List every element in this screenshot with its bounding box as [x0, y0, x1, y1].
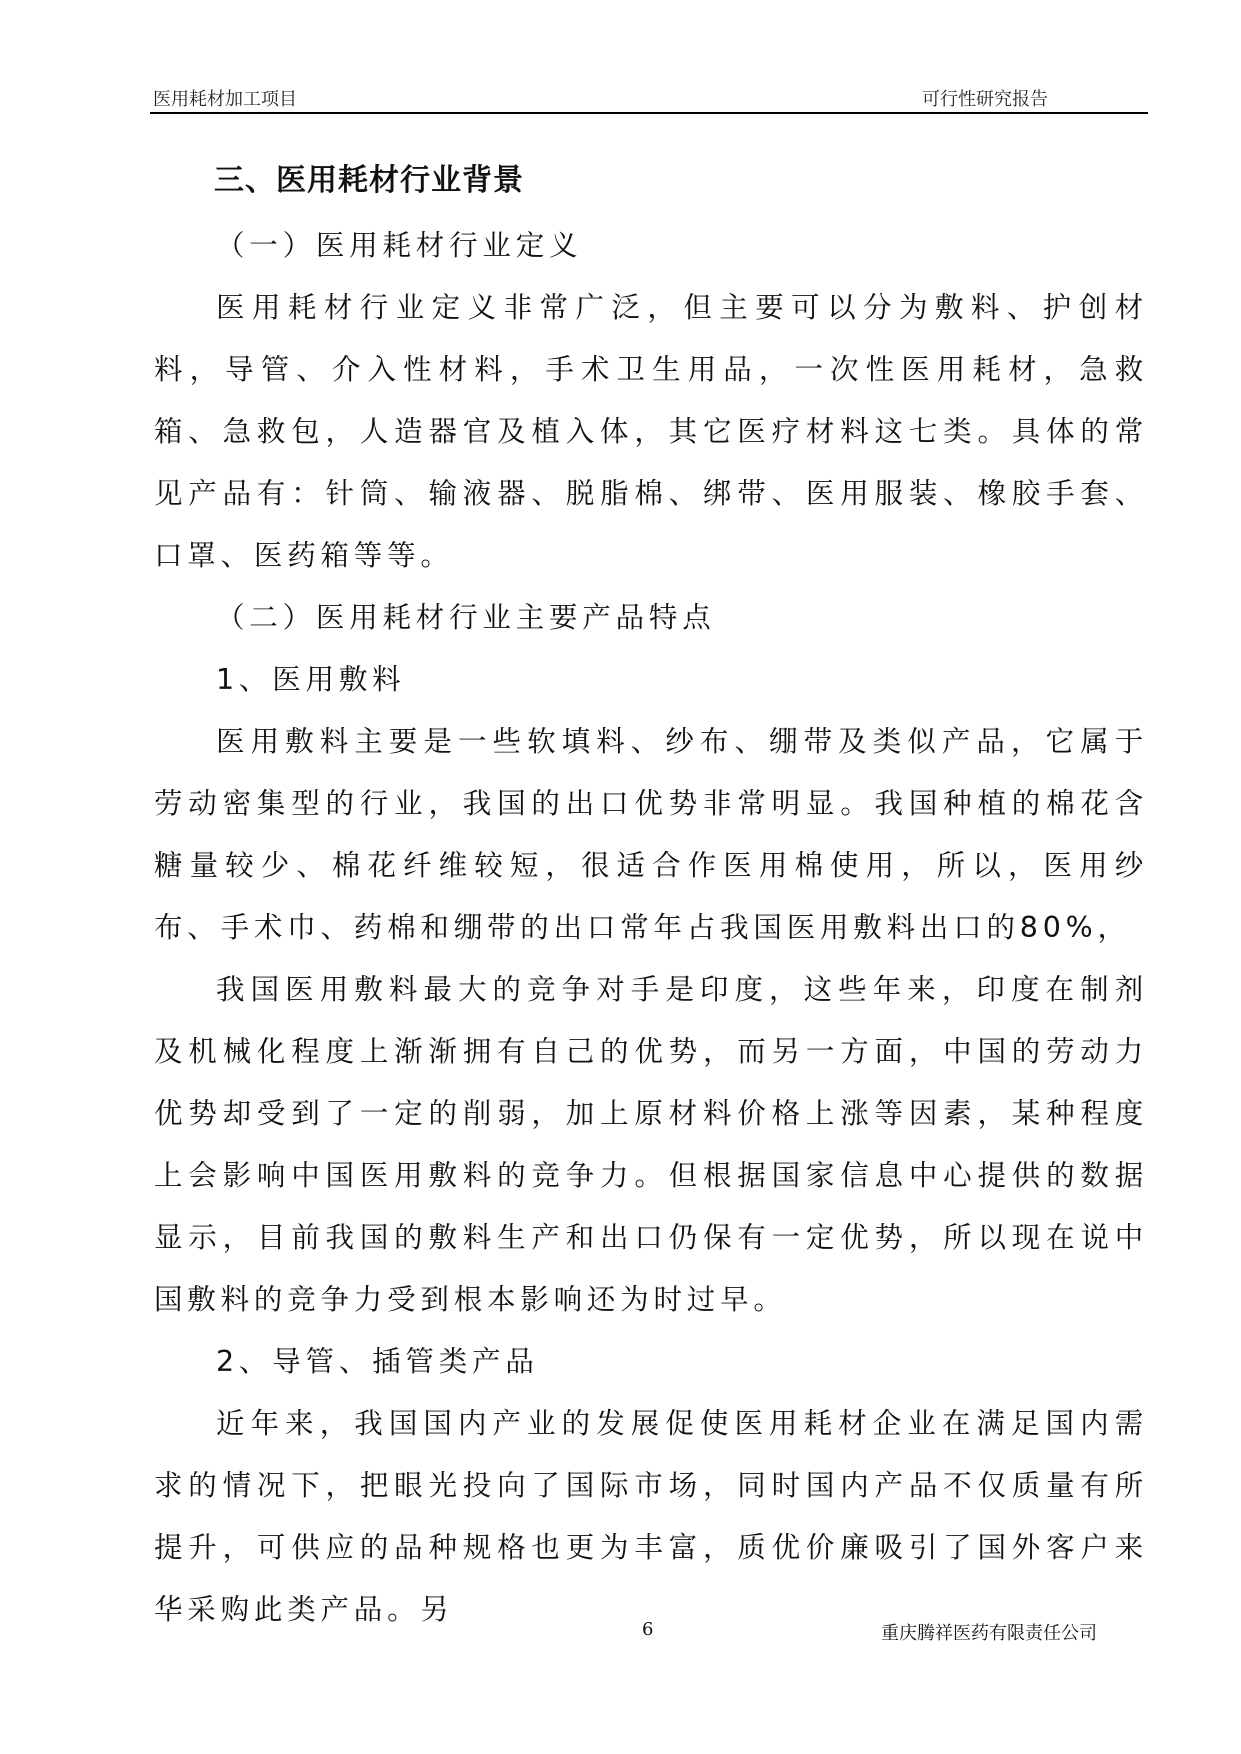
- paragraph-competition: 我国医用敷料最大的竞争对手是印度，这些年来，印度在制剂及机械化程度上渐渐拥有自己的优势，而另一方面，中国的劳动力优势却受到了一定的削弱，加上原材料价格上涨等因素，某种程度上会影响中国医用敷料的竞争力。但根据国家信息中心提供的数据显示，目前我国的敷料生产和出口仍保有一定优势，所以现在说中国敷料的竞争力受到根本影响还为时过早。: [154, 973, 1148, 1316]
- paragraph-dressings: 医用敷料主要是一些软填料、纱布、绷带及类似产品，它属于劳动密集型的行业，我国的出口优势非常明显。我国种植的棉花含糖量较少、棉花纤维较短，很适合作医用棉使用，所以，医用纱布、手术巾、药棉和绷带的出口常年占我国医用敷料出口的80%，: [154, 725, 1148, 944]
- body-text-block: [154, 215, 1148, 1641]
- header-divider: [150, 112, 1148, 114]
- paragraph-definition: 医用耗材行业定义非常广泛，但主要可以分为敷料、护创材料，导管、介入性材料，手术卫生用品，一次性医用耗材，急救箱、急救包，人造器官及植入体，其它医疗材料这七类。具体的常见产品有：针筒、输液器、脱脂棉、绑带、医用服装、橡胶手套、口罩、医药箱等等。: [154, 291, 1148, 572]
- subsection-heading-definition: （一）医用耗材行业定义: [216, 229, 583, 262]
- item-heading-catheters: 2、导管、插管类产品: [216, 1345, 539, 1378]
- page-number: 6: [642, 1619, 654, 1640]
- header-report-type: 可行性研究报告: [922, 89, 1048, 110]
- footer-company: 重庆腾祥医药有限责任公司: [881, 1623, 1097, 1644]
- paragraph-catheters: 近年来，我国国内产业的发展促使医用耗材企业在满足国内需求的情况下，把眼光投向了国际市场，同时国内产品不仅质量有所提升，可供应的品种规格也更为丰富，质优价廉吸引了国外客户来华采购此类产品。另: [154, 1407, 1148, 1626]
- section-title: 三、医用耗材行业背景: [214, 163, 524, 198]
- item-heading-dressings: 1、医用敷料: [216, 663, 406, 696]
- header-project-name: 医用耗材加工项目: [153, 89, 297, 110]
- subsection-heading-features: （二）医用耗材行业主要产品特点: [216, 601, 716, 634]
